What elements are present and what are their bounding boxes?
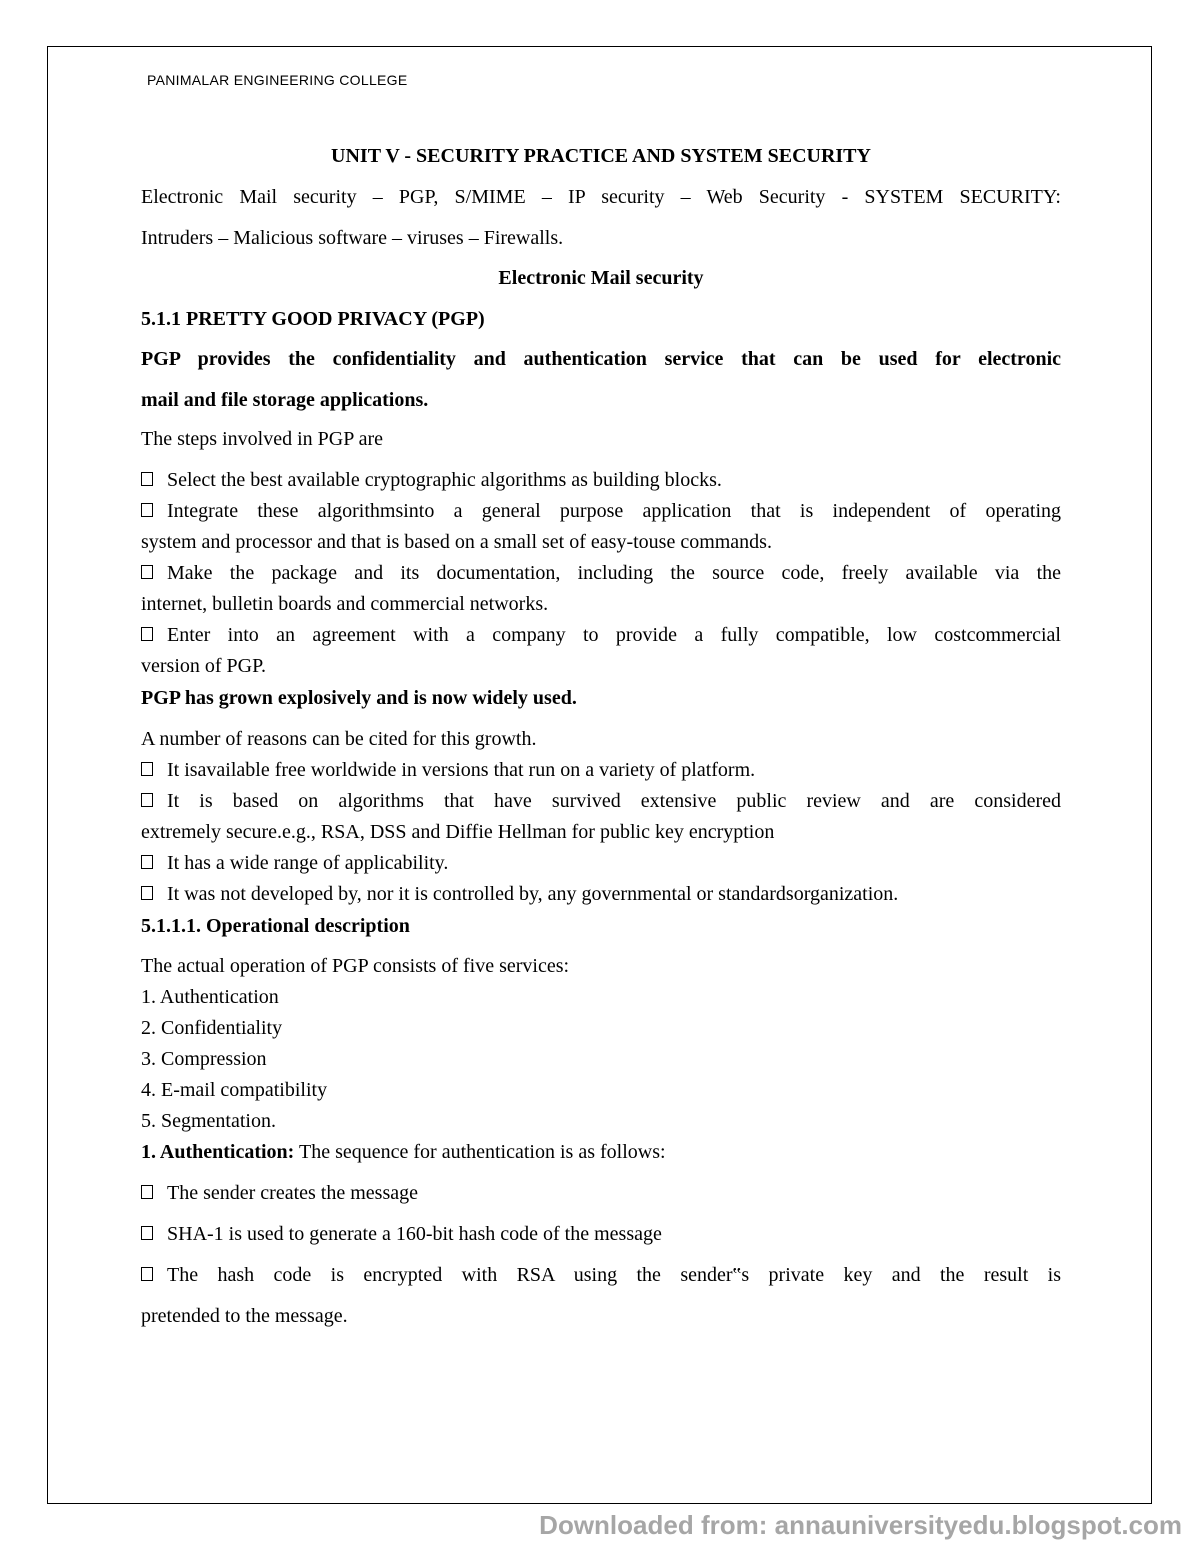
operational-heading: 5.1.1.1. Operational description — [141, 915, 410, 937]
step-item-1 — [141, 469, 1061, 492]
step-text: Make the package and its documentation, including the source code, freely available via the — [167, 562, 1061, 584]
auth-step-1 — [141, 1182, 1061, 1205]
authentication-label: 1. Authentication: — [141, 1141, 295, 1163]
reason-item-1 — [141, 759, 1061, 782]
reason-item-3 — [141, 852, 1061, 875]
pgp-intro-line-1: PGP provides the confidentiality and authentication service that can be used for electronic — [141, 348, 1061, 370]
reason-item-2 — [141, 790, 1061, 813]
reason-item-2-continued: extremely secure.e.g., RSA, DSS and Diffie Hellman for public key encryption — [141, 821, 775, 843]
service-item: 2. Confidentiality — [141, 1017, 283, 1039]
bullet-box-icon — [141, 503, 153, 517]
unit-title: UNIT V - SECURITY PRACTICE AND SYSTEM SECURITY — [331, 145, 871, 167]
step-item-4 — [141, 624, 1061, 647]
operational-lead: The actual operation of PGP consists of five services: — [141, 955, 570, 977]
reason-item-4 — [141, 883, 1061, 906]
bullet-box-icon — [141, 762, 153, 776]
auth-step-2 — [141, 1223, 1061, 1246]
pgp-intro-line-2: mail and file storage applications. — [141, 389, 429, 411]
bullet-box-icon — [141, 793, 153, 807]
bullet-box-icon — [141, 886, 153, 900]
download-source-footer: Downloaded from: annauniversityedu.blogspot.com — [539, 1510, 1182, 1540]
authentication-text: The sequence for authentication is as follows: — [294, 1141, 666, 1163]
step-text: Enter into an agreement with a company to provide a fully compatible, low costcommercial — [167, 624, 1061, 646]
step-item-3 — [141, 562, 1061, 585]
growth-heading: PGP has grown explosively and is now widely used. — [141, 687, 577, 709]
unit-topics-line-2: Intruders – Malicious software – viruses – Firewalls. — [141, 227, 564, 249]
growth-lead: A number of reasons can be cited for this growth. — [141, 728, 537, 750]
service-item: 1. Authentication — [141, 986, 279, 1008]
bullet-box-icon — [141, 1185, 153, 1199]
step-text: Select the best available cryptographic algorithms as building blocks. — [167, 469, 722, 491]
bullet-box-icon — [141, 1226, 153, 1240]
reason-text: It was not developed by, nor it is controlled by, any governmental or standardsorganization. — [167, 883, 899, 905]
unit-topics-line-1: Electronic Mail security – PGP, S/MIME – IP security – Web Security - SYSTEM SECURITY: — [141, 186, 1061, 208]
bullet-box-icon — [141, 855, 153, 869]
auth-step-text: SHA-1 is used to generate a 160-bit hash code of the message — [167, 1223, 662, 1245]
section-title: Electronic Mail security — [498, 267, 704, 289]
auth-step-text: The hash code is encrypted with RSA using the sender‟s private key and the result is — [167, 1264, 1061, 1286]
step-text: Integrate these algorithmsinto a general purpose application that is independent of operating — [167, 500, 1061, 522]
service-item: 5. Segmentation. — [141, 1110, 276, 1132]
step-item-3-continued: internet, bulletin boards and commercial networks. — [141, 593, 549, 615]
reason-text: It isavailable free worldwide in versions that run on a variety of platform. — [167, 759, 756, 781]
bullet-box-icon — [141, 1267, 153, 1281]
reason-text: It is based on algorithms that have survived extensive public review and are considered — [167, 790, 1061, 812]
subsection-heading: 5.1.1 PRETTY GOOD PRIVACY (PGP) — [141, 308, 485, 330]
bullet-box-icon — [141, 565, 153, 579]
step-item-2 — [141, 500, 1061, 523]
service-item: 3. Compression — [141, 1048, 267, 1070]
auth-step-3 — [141, 1264, 1061, 1287]
bullet-box-icon — [141, 472, 153, 486]
bullet-box-icon — [141, 627, 153, 641]
steps-lead: The steps involved in PGP are — [141, 428, 384, 450]
service-item: 4. E-mail compatibility — [141, 1079, 328, 1101]
auth-step-text: The sender creates the message — [167, 1182, 418, 1204]
step-item-2-continued: system and processor and that is based on a small set of easy-touse commands. — [141, 531, 772, 553]
auth-step-3-continued: pretended to the message. — [141, 1305, 348, 1327]
authentication-paragraph — [141, 1141, 1061, 1164]
college-header: PANIMALAR ENGINEERING COLLEGE — [147, 72, 408, 88]
reason-text: It has a wide range of applicability. — [167, 852, 449, 874]
step-item-4-continued: version of PGP. — [141, 655, 267, 677]
